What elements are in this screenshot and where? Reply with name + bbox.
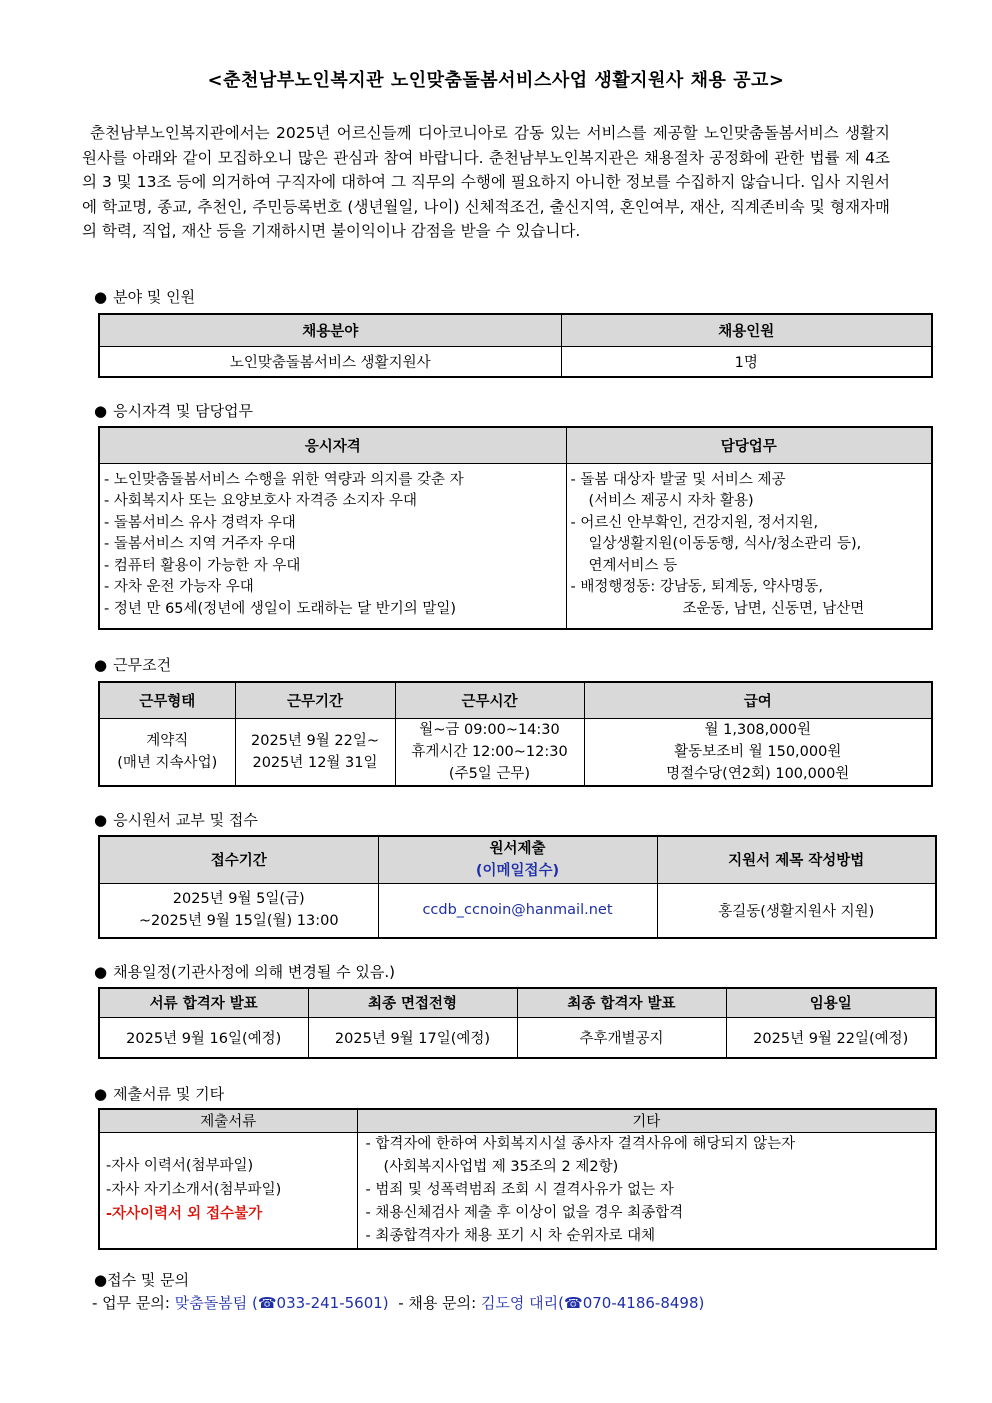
section-title: 응시원서 교부 및 접수 <box>113 811 258 829</box>
application-table <box>98 835 937 939</box>
cell-line: 원서제출 <box>489 840 546 857</box>
list-item: - 어르신 안부확인, 건강지원, 정서지원, <box>570 514 819 531</box>
work-team: 맞춤돌봄팀 <box>174 1294 248 1312</box>
hire-inquiry-label: - 채용 문의: <box>398 1294 477 1312</box>
section-heading-field <box>94 286 195 307</box>
list-item: - 합격자에 한하여 사회복지시설 종사자 결격사유에 해당되지 않는자 <box>365 1135 796 1152</box>
cell-line: 월 1,308,000원 <box>704 721 811 738</box>
field-table <box>98 313 933 378</box>
table-cell: 추후개별공지 <box>517 1017 726 1058</box>
table-cell: 1명 <box>561 346 932 377</box>
section-heading-application <box>94 809 258 830</box>
contact-title: 접수 및 문의 <box>107 1271 190 1289</box>
table-header: 서류 합격자 발표 <box>99 988 308 1017</box>
table-header: 임용일 <box>726 988 936 1017</box>
table-header: 채용분야 <box>99 314 561 346</box>
intro-paragraph: 춘천남부노인복지관에서는 2025년 어르신들께 디아코니아로 감동 있는 서비스를 제공할 노인맞춤돌봄서비스 생활지원사를 아래와 같이 모집하오니 많은 관심과 참여 바랍니다. 춘천남부노인복지관은 채용절차 공정화에 관한 법률 제 4조의 3 및 13조 등에 의거하여 구직자에 대하여 그 직무의 수행에 필요하지 아니한 정보를 수집하지 않습니다. 입사 지원서에 학교명, 종교, 추천인, 주민등록번호 (생년월일, 나이) 신체적조건, 출신지역, 혼인여부, 재산, 직계존비속 및 형재자매의 학력, 직업, 재산 등을 기재하시면 불이익이나 감점을 받을 수 있습니다. <box>82 124 890 240</box>
table-cell: 홍길동(생활지원사 지원) <box>657 883 936 938</box>
list-item: 일상생활지원(이동동행, 식사/청소관리 등), <box>588 536 862 552</box>
list-item: - 범죄 및 성폭력범죄 조회 시 결격사유가 없는 자 <box>365 1181 674 1198</box>
cell-line: 휴게시간 12:00~12:30 <box>411 743 568 760</box>
documents-table <box>98 1108 937 1250</box>
list-item: -자사 이력서(첨부파일) <box>106 1158 254 1174</box>
list-item: - 자차 운전 가능자 우대 <box>104 579 254 595</box>
list-item-warning: -자사이력서 외 접수불가 <box>106 1206 263 1222</box>
etc-list <box>357 1132 936 1249</box>
bullet-icon: ● <box>94 656 108 674</box>
table-header: 근무시간 <box>395 682 584 718</box>
list-item: - 최종합격자가 채용 포기 시 차 순위자로 대체 <box>365 1227 656 1244</box>
table-header: 근무기간 <box>235 682 395 718</box>
bullet-icon: ● <box>94 811 108 829</box>
list-item: -자사 자기소개서(첨부파일) <box>106 1182 282 1198</box>
qualification-table <box>98 426 933 630</box>
list-item: - 채용신체검사 제출 후 이상이 없을 경우 최종합격 <box>365 1204 684 1221</box>
work-hours-cell <box>395 718 584 786</box>
employment-type-cell <box>99 718 235 786</box>
page-title: <춘천남부노인복지관 노인맞춤돌봄서비스사업 생활지원사 채용 공고> <box>207 70 785 91</box>
bullet-icon: ● <box>94 1271 108 1289</box>
list-item: (사회복지사업법 제 35조의 2 제2항) <box>383 1158 619 1175</box>
section-heading-documents <box>94 1083 224 1104</box>
table-cell: 노인맞춤돌봄서비스 생활지원사 <box>99 346 561 377</box>
table-header <box>378 836 657 883</box>
cell-line: 2025년 9월 5일(금) <box>172 891 305 908</box>
section-title: 근무조건 <box>113 656 172 674</box>
hire-person: 김도영 대리 <box>480 1294 559 1312</box>
documents-list <box>99 1132 357 1249</box>
cell-line: (주5일 근무) <box>448 765 531 782</box>
section-title: 제출서류 및 기타 <box>113 1085 225 1103</box>
schedule-table <box>98 987 937 1059</box>
table-header: 지원서 제목 작성방법 <box>657 836 936 883</box>
work-inquiry-label: - 업무 문의: <box>92 1294 170 1312</box>
table-cell: 2025년 9월 17일(예정) <box>308 1017 517 1058</box>
list-item: - 정년 만 65세(정년에 생일이 도래하는 달 반기의 말일) <box>104 600 457 617</box>
section-heading-schedule <box>94 961 395 982</box>
hire-phone[interactable]: (☎070-4186-8498) <box>558 1294 705 1312</box>
email-submission-note: (이메일접수) <box>475 862 560 879</box>
duties-list <box>566 463 932 629</box>
section-title: 응시자격 및 담당업무 <box>113 402 254 420</box>
bullet-icon: ● <box>94 402 108 420</box>
bullet-icon: ● <box>94 288 108 306</box>
email-link[interactable]: ccdb_ccnoin@hanmail.net <box>422 902 613 919</box>
cell-line: ~2025년 9월 15일(월) 13:00 <box>138 913 339 930</box>
cell-line: (매년 지속사업) <box>117 754 218 771</box>
application-period-cell <box>99 883 378 938</box>
contact-line <box>92 1292 704 1313</box>
list-item: - 돌봄 대상자 발굴 및 서비스 제공 <box>570 471 786 488</box>
list-item: - 컴퓨터 활용이 가능한 자 우대 <box>104 557 301 574</box>
section-title: 채용일정(기관사정에 의해 변경될 수 있음.) <box>113 963 395 981</box>
pay-cell <box>584 718 932 786</box>
section-heading-conditions <box>94 654 171 675</box>
table-cell: 2025년 9월 22일(예정) <box>726 1017 936 1058</box>
cell-line: 월~금 09:00~14:30 <box>419 721 560 738</box>
bullet-icon: ● <box>94 963 108 981</box>
cell-line: 2025년 9월 22일~ <box>251 732 379 749</box>
table-header: 응시자격 <box>99 427 566 463</box>
table-cell: 2025년 9월 16일(예정) <box>99 1017 308 1058</box>
email-cell <box>378 883 657 938</box>
list-item: - 노인맞춤돌봄서비스 수행을 위한 역량과 의지를 갖춘 자 <box>104 471 464 488</box>
list-item: 연계서비스 등 <box>588 557 678 574</box>
bullet-icon: ● <box>94 1085 108 1103</box>
work-period-cell <box>235 718 395 786</box>
table-header: 제출서류 <box>99 1109 357 1132</box>
table-header: 담당업무 <box>566 427 932 463</box>
table-header: 기타 <box>357 1109 936 1132</box>
section-heading-qualification <box>94 400 253 421</box>
table-header: 최종 합격자 발표 <box>517 988 726 1017</box>
table-header: 최종 면접전형 <box>308 988 517 1017</box>
table-header: 채용인원 <box>561 314 932 346</box>
table-header: 급여 <box>584 682 932 718</box>
cell-line: 명절수당(연2회) 100,000원 <box>666 765 850 782</box>
work-phone[interactable]: (☎033-241-5601) <box>251 1294 389 1312</box>
list-item: - 돌봄서비스 지역 거주자 우대 <box>104 536 296 552</box>
contact-heading <box>94 1269 189 1290</box>
table-header: 접수기간 <box>99 836 378 883</box>
list-item: - 배정행정동: 강남동, 퇴계동, 약사명동, <box>570 579 823 595</box>
list-item: - 사회복지사 또는 요양보호사 자격증 소지자 우대 <box>104 493 418 509</box>
conditions-table <box>98 681 933 787</box>
list-item: (서비스 제공시 자차 활용) <box>588 493 754 509</box>
section-title: 분야 및 인원 <box>113 288 196 306</box>
list-item: - 돌봄서비스 유사 경력자 우대 <box>104 514 296 531</box>
cell-line: 계약직 <box>146 732 189 749</box>
cell-line: 2025년 12월 31일 <box>252 754 378 771</box>
table-header: 근무형태 <box>99 682 235 718</box>
qualification-list <box>99 463 566 629</box>
list-item: 조운동, 남면, 신동면, 남산면 <box>682 600 865 617</box>
cell-line: 활동보조비 월 150,000원 <box>674 743 842 760</box>
